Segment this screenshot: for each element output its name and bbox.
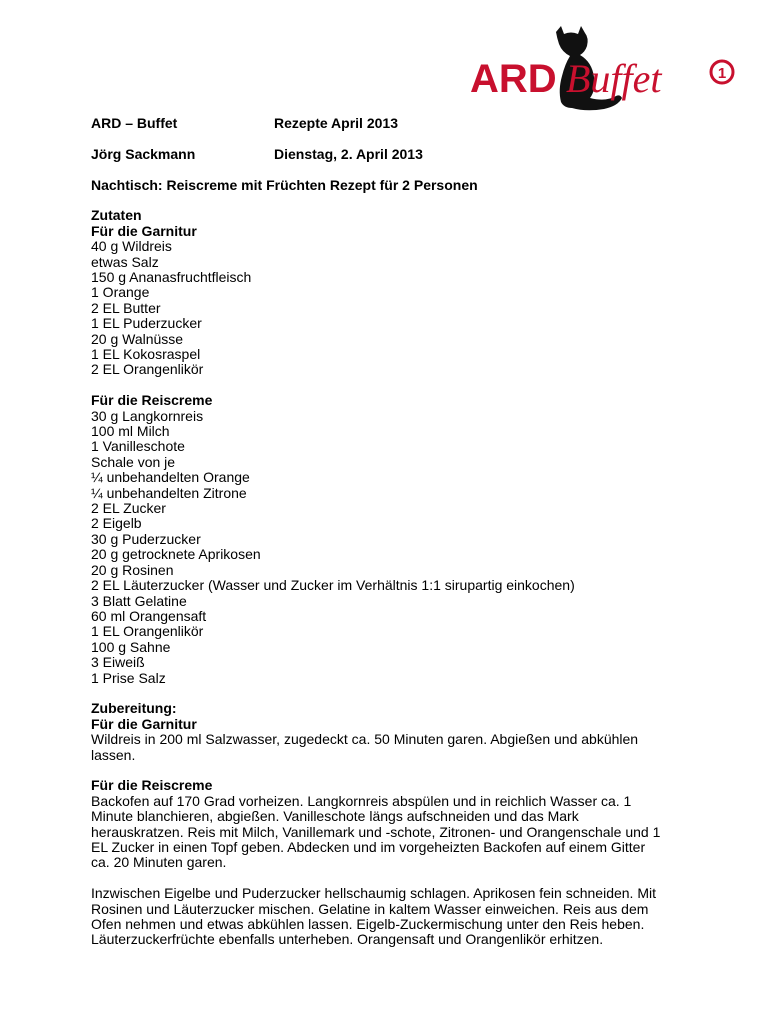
logo-buffet-text: Buffet — [566, 56, 662, 101]
show-name: ARD – Buffet — [91, 115, 178, 131]
ingredient-item: 2 Eigelb — [91, 515, 142, 532]
rice-cream-preparation-heading: Für die Reiscreme — [91, 777, 213, 794]
ingredient-item: 100 ml Milch — [91, 423, 170, 440]
rice-cream-ingredients-heading: Für die Reiscreme — [91, 392, 213, 409]
ingredient-item: 1 Prise Salz — [91, 669, 166, 686]
preparation-line: EL Zucker in einen Topf geben. Abdecken und im vorgeheizten Backofen auf einem Gitter — [91, 838, 646, 855]
ingredient-item: 1 EL Orangenlikör — [91, 623, 204, 640]
ingredient-item: 100 g Sahne — [91, 638, 171, 655]
ingredient-item: 20 g Rosinen — [91, 561, 174, 578]
ingredient-item: 2 EL Orangenlikör — [91, 361, 204, 378]
ingredient-item: 1 EL Kokosraspel — [91, 346, 201, 363]
ingredient-item: ¼ unbehandelten Orange — [91, 469, 250, 486]
preparation-line: Wildreis in 200 ml Salzwasser, zugedeckt ca. 50 Minuten garen. Abgießen und abkühlen — [91, 731, 639, 748]
ingredient-item: 60 ml Orangensaft — [91, 607, 207, 624]
ingredient-item: 3 Blatt Gelatine — [91, 592, 187, 609]
ingredient-item: 20 g getrocknete Aprikosen — [91, 546, 261, 563]
ingredients-heading: Zutaten — [91, 207, 142, 224]
rice-cream-preparation-step-2 — [91, 886, 691, 948]
ingredient-item: 150 g Ananasfruchtfleisch — [91, 268, 252, 285]
preparation-line: Minute blanchieren, abgießen. Vanilleschote längs aufschneiden und das Mark — [91, 808, 579, 825]
garnish-preparation-heading: Für die Garnitur — [91, 715, 197, 732]
preparation-line: ca. 20 Minuten garen. — [91, 854, 227, 871]
recipes-month: Rezepte April 2013 — [274, 115, 398, 131]
garnish-ingredients-heading: Für die Garnitur — [91, 222, 197, 239]
header-row-1 — [91, 116, 691, 131]
preparation-line: Inzwischen Eigelbe und Puderzucker hellschaumig schlagen. Aprikosen fein schneiden. Mit — [91, 885, 656, 902]
ingredient-item: 20 g Walnüsse — [91, 330, 184, 347]
ingredient-item: 30 g Puderzucker — [91, 530, 201, 547]
garnish-ingredient-list — [91, 239, 691, 378]
logo-ard-text: ARD — [470, 57, 557, 101]
ingredient-item: Schale von je — [91, 453, 176, 470]
preparation-line: lassen. — [91, 746, 136, 763]
logo-graphic — [468, 22, 738, 114]
ingredient-item: 30 g Langkornreis — [91, 407, 204, 424]
rice-cream-ingredient-list — [91, 409, 691, 686]
ingredient-item: 40 g Wildreis — [91, 238, 172, 255]
ingredient-item: 1 Vanilleschote — [91, 438, 185, 455]
ard-buffet-logo — [468, 22, 738, 114]
preparation-line: Läuterzuckerfrüchte ebenfalls unterheben. Orangensaft und Orangenlikör erhitzen. — [91, 931, 604, 948]
preparation-heading: Zubereitung: — [91, 700, 177, 717]
ingredient-item: 2 EL Butter — [91, 299, 161, 316]
recipe-document — [91, 116, 691, 948]
ingredient-item: 1 EL Puderzucker — [91, 315, 202, 332]
ingredient-item: etwas Salz — [91, 253, 159, 270]
logo-channel-text: 1 — [717, 65, 727, 82]
garnish-preparation-text — [91, 732, 691, 763]
recipe-title: Nachtisch: Reiscreme mit Früchten Rezept für 2 Personen — [91, 176, 478, 193]
header-row-2 — [91, 147, 691, 162]
rice-cream-preparation-step-1 — [91, 794, 691, 871]
preparation-line: herauskratzen. Reis mit Milch, Vanillemark und -schote, Zitronen- und Orangenschale und 1 — [91, 823, 661, 840]
ingredient-item: 2 EL Läuterzucker (Wasser und Zucker im Verhältnis 1:1 sirupartig einkochen) — [91, 577, 575, 594]
ingredient-item: 3 Eiweiß — [91, 654, 145, 671]
ingredient-item: ¼ unbehandelten Zitrone — [91, 484, 247, 501]
preparation-line: Backofen auf 170 Grad vorheizen. Langkornreis abspülen und in reichlich Wasser ca. 1 — [91, 792, 632, 809]
broadcast-date: Dienstag, 2. April 2013 — [274, 145, 423, 162]
preparation-line: Rosinen und Läuterzucker mischen. Gelatine in kaltem Wasser einweichen. Reis aus dem — [91, 900, 649, 917]
preparation-line: Ofen nehmen und etwas abkühlen lassen. Eigelb-Zuckermischung unter den Reis heben. — [91, 915, 645, 932]
chef-name: Jörg Sackmann — [91, 145, 196, 162]
ingredient-item: 1 Orange — [91, 284, 150, 301]
ingredient-item: 2 EL Zucker — [91, 500, 166, 517]
